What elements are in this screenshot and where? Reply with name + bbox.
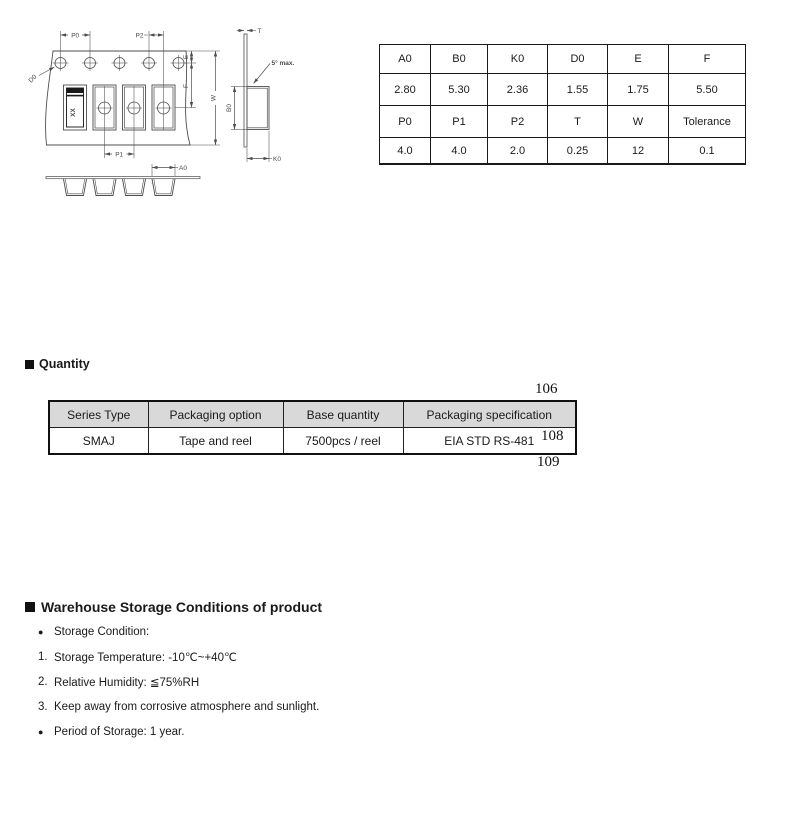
tape-side-view <box>244 34 269 147</box>
dims-cell: Tolerance <box>669 106 746 138</box>
cathode-band <box>67 88 84 93</box>
dims-cell: P1 <box>431 106 488 138</box>
dims-cell: 0.1 <box>669 138 746 165</box>
dims-cell: 4.0 <box>380 138 431 165</box>
svg-text:B0: B0 <box>226 104 233 112</box>
bullet-icon: ● <box>38 626 44 637</box>
dims-cell: K0 <box>488 45 548 74</box>
column-header: Packaging option <box>148 401 283 428</box>
column-header: Base quantity <box>283 401 403 428</box>
square-bullet-icon <box>25 360 34 369</box>
dims-cell: D0 <box>548 45 608 74</box>
dims-cell: P2 <box>488 106 548 138</box>
tape-and-reel-drawing <box>20 12 310 212</box>
dims-cell: 1.75 <box>608 74 669 106</box>
list-item-text: Storage Temperature: -10℃~+40℃ <box>54 651 237 664</box>
section-title: Warehouse Storage Conditions of product <box>41 599 323 615</box>
dims-cell: 0.25 <box>548 138 608 165</box>
svg-text:E: E <box>183 54 190 60</box>
page-number-top: 106 <box>535 381 558 397</box>
dimension-T <box>237 28 262 35</box>
dimension-P1 <box>105 151 135 159</box>
dims-cell: 12 <box>608 138 669 165</box>
table-row <box>380 106 746 138</box>
dims-cell: 2.36 <box>488 74 548 106</box>
dims-cell: 2.80 <box>380 74 431 106</box>
square-bullet-icon <box>25 602 35 612</box>
section-title: Quantity <box>39 357 90 371</box>
list-item <box>38 669 319 694</box>
list-item-text: Period of Storage: 1 year. <box>54 725 185 738</box>
svg-text:K0: K0 <box>273 156 281 163</box>
list-number: 3. <box>38 700 48 713</box>
dims-cell: 5.30 <box>431 74 488 106</box>
dims-cell: W <box>608 106 669 138</box>
page-number-mid: 108 <box>541 428 564 444</box>
svg-text:P0: P0 <box>71 32 80 40</box>
table-row <box>380 74 746 106</box>
base-quantity-cell: 7500pcs / reel <box>283 428 403 455</box>
svg-text:W: W <box>210 94 218 102</box>
column-header: Series Type <box>49 401 148 428</box>
dims-cell: 5.50 <box>669 74 746 106</box>
page-number-bottom: 109 <box>537 454 560 470</box>
dims-cell: 4.0 <box>431 138 488 165</box>
svg-text:P1: P1 <box>115 151 124 159</box>
list-item <box>38 644 319 669</box>
svg-text:P2: P2 <box>135 32 144 40</box>
quantity-section-heading <box>25 357 90 371</box>
quantity-table <box>48 400 577 455</box>
table-row <box>380 45 746 74</box>
list-number: 2. <box>38 675 48 688</box>
list-item-text: Relative Humidity: ≦75%RH <box>54 676 200 689</box>
svg-text:D0: D0 <box>27 73 39 85</box>
dims-cell: A0 <box>380 45 431 74</box>
list-item-text: Storage Condition: <box>54 625 150 638</box>
storage-section-heading <box>25 599 322 615</box>
series-type-cell: SMAJ <box>49 428 148 455</box>
pocket-angle-note <box>254 59 295 84</box>
packaging-spec-cell: EIA STD RS-481 <box>403 428 576 455</box>
dimension-A0 <box>152 164 187 176</box>
svg-text:T: T <box>257 28 262 35</box>
dims-cell: B0 <box>431 45 488 74</box>
table-row <box>380 138 746 165</box>
component-marking: XX <box>70 108 77 117</box>
dims-cell: T <box>548 106 608 138</box>
table-header-row <box>49 401 576 428</box>
list-number: 1. <box>38 650 48 663</box>
list-item <box>38 719 319 744</box>
list-item <box>38 619 319 644</box>
dimension-K0 <box>247 131 281 163</box>
dims-cell: 1.55 <box>548 74 608 106</box>
list-item <box>38 694 319 719</box>
dims-cell: P0 <box>380 106 431 138</box>
svg-text:5° max.: 5° max. <box>271 60 295 67</box>
dims-cell: E <box>608 45 669 74</box>
table-row <box>49 428 576 455</box>
packaging-option-cell: Tape and reel <box>148 428 283 455</box>
dims-cell: F <box>669 45 746 74</box>
list-item-text: Keep away from corrosive atmosphere and sunlight. <box>54 700 320 713</box>
storage-conditions-list <box>38 619 319 744</box>
svg-text:A0: A0 <box>179 165 187 172</box>
component-in-pocket <box>67 88 84 127</box>
column-header: Packaging specification <box>403 401 576 428</box>
dims-cell: 2.0 <box>488 138 548 165</box>
svg-text:F: F <box>183 84 190 88</box>
bullet-icon: ● <box>38 726 44 737</box>
tape-bottom-view <box>46 177 200 196</box>
dimensions-table <box>379 44 746 165</box>
